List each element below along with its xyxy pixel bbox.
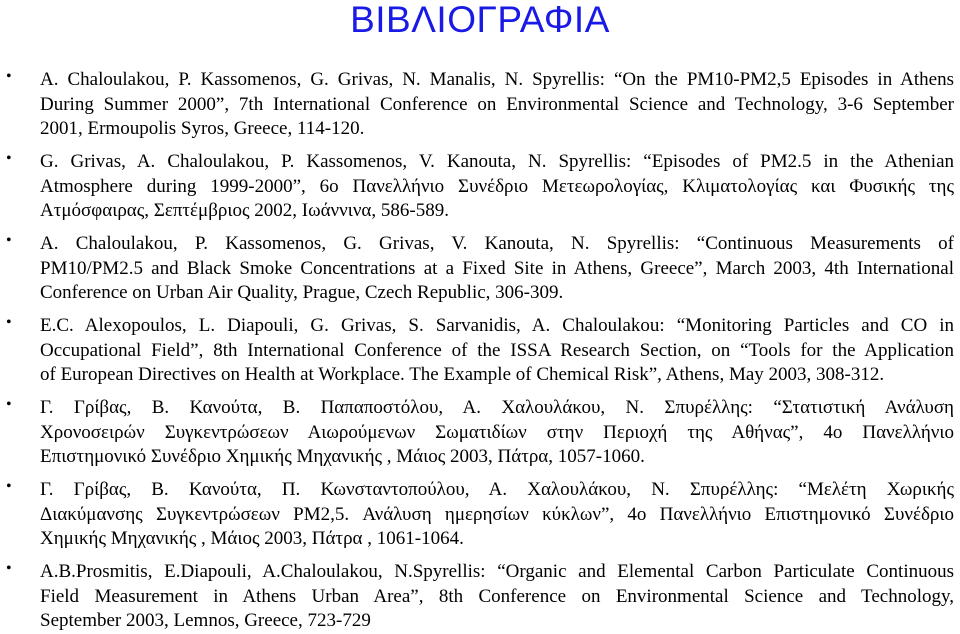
reference-line: of European Directives on Health at Workplace. The Example of Chemical Risk”, Athens, May 2003, 308-312. — [40, 364, 885, 385]
reference-line: Επιστημονικό Συνέδριο Χημικής Μηχανικής , Μάιος 2003, Πάτρα, 1057-1060. — [40, 446, 645, 467]
reference-line: A. Chaloulakou, P. Kassomenos, G. Grivas, N. Manalis, N. Spyrellis: “On the PM10-PM2,5 Episodes in Athens — [40, 69, 954, 90]
bullet-icon: • — [6, 68, 12, 85]
reference-line: A. Chaloulakou, P. Kassomenos, G. Grivas, V. Kanouta, N. Spyrellis: “Continuous Measurements of — [40, 233, 954, 254]
reference-line: Conference on Urban Air Quality, Prague, Czech Republic, 306-309. — [40, 282, 564, 303]
reference-line: Γ. Γρίβας, Β. Κανούτα, Π. Κωνσταντοπούλου, Α. Χαλουλάκου, Ν. Σπυρέλλης: “Μελέτη Χωρικής — [40, 479, 954, 500]
bullet-icon: • — [6, 396, 12, 413]
reference-item — [0, 232, 960, 306]
reference-line: 2001, Ermoupolis Syros, Greece, 114-120. — [40, 118, 365, 139]
reference-item — [0, 478, 960, 552]
reference-line: September 2003, Lemnos, Greece, 723-729 — [40, 610, 371, 631]
page-title: ΒΙΒΛΙΟΓΡΑΦΙΑ — [350, 0, 610, 40]
reference-line: PM10/PM2.5 and Black Smoke Concentrations at a Fixed Site in Athens, Greece”, March 2003, 4th International — [40, 257, 954, 279]
reference-item — [0, 314, 960, 388]
bullet-icon: • — [6, 232, 12, 249]
reference-line: Διακύμανσης Συγκεντρώσεων PM2,5. Ανάλυση ημερησίων κύκλων”, 4ο Πανελλήνιο Επιστημονικό Συνέδριο — [40, 503, 954, 525]
reference-line: Χημικής Μηχανικής , Μάιος 2003, Πάτρα , 1061-1064. — [40, 528, 464, 549]
reference-line: G. Grivas, A. Chaloulakou, P. Kassomenos, V. Kanouta, N. Spyrellis: “Episodes of PM2.5 in the Athenian — [40, 151, 954, 172]
reference-line: Ατμόσφαιρας, Σεπτέμβριος 2002, Ιωάννινα, 586-589. — [40, 200, 449, 221]
reference-line: A.B.Prosmitis, E.Diapouli, A.Chaloulakou, N.Spyrellis: “Organic and Elemental Carbon Particulate Continuous — [40, 561, 954, 582]
reference-line: Γ. Γρίβας, Β. Κανούτα, Β. Παπαποστόλου, Α. Χαλουλάκου, Ν. Σπυρέλλης: “Στατιστική Ανάλυση — [40, 397, 954, 418]
reference-list — [0, 68, 960, 634]
reference-item — [0, 560, 960, 634]
bullet-icon: • — [6, 150, 12, 167]
reference-item — [0, 68, 960, 142]
reference-line: E.C. Alexopoulos, L. Diapouli, G. Grivas, S. Sarvanidis, A. Chaloulakou: “Monitoring Particles and CO in — [40, 315, 954, 336]
reference-line: Χρονοσειρών Συγκεντρώσεων Αιωρούμενων Σωματιδίων στην Περιοχή της Αθήνας”, 4ο Πανελλήνιο — [40, 421, 954, 443]
reference-line: Field Measurement in Athens Urban Area”, 8th Conference on Environmental Science and Technology, — [40, 585, 954, 607]
reference-line: Atmosphere during 1999-2000”, 6ο Πανελλήνιο Συνέδριο Μετεωρολογίας, Κλιματολογίας και Φυσικής της — [40, 175, 954, 197]
reference-item — [0, 396, 960, 470]
bullet-icon: • — [6, 560, 12, 577]
reference-line: During Summer 2000”, 7th International Conference on Environmental Science and Technology, 3-6 September — [40, 93, 954, 115]
bullet-icon: • — [6, 478, 12, 495]
reference-line: Occupational Field”, 8th International Conference of the ISSA Research Section, on “Tools for the Application — [40, 339, 954, 361]
reference-item — [0, 150, 960, 224]
bullet-icon: • — [6, 314, 12, 331]
